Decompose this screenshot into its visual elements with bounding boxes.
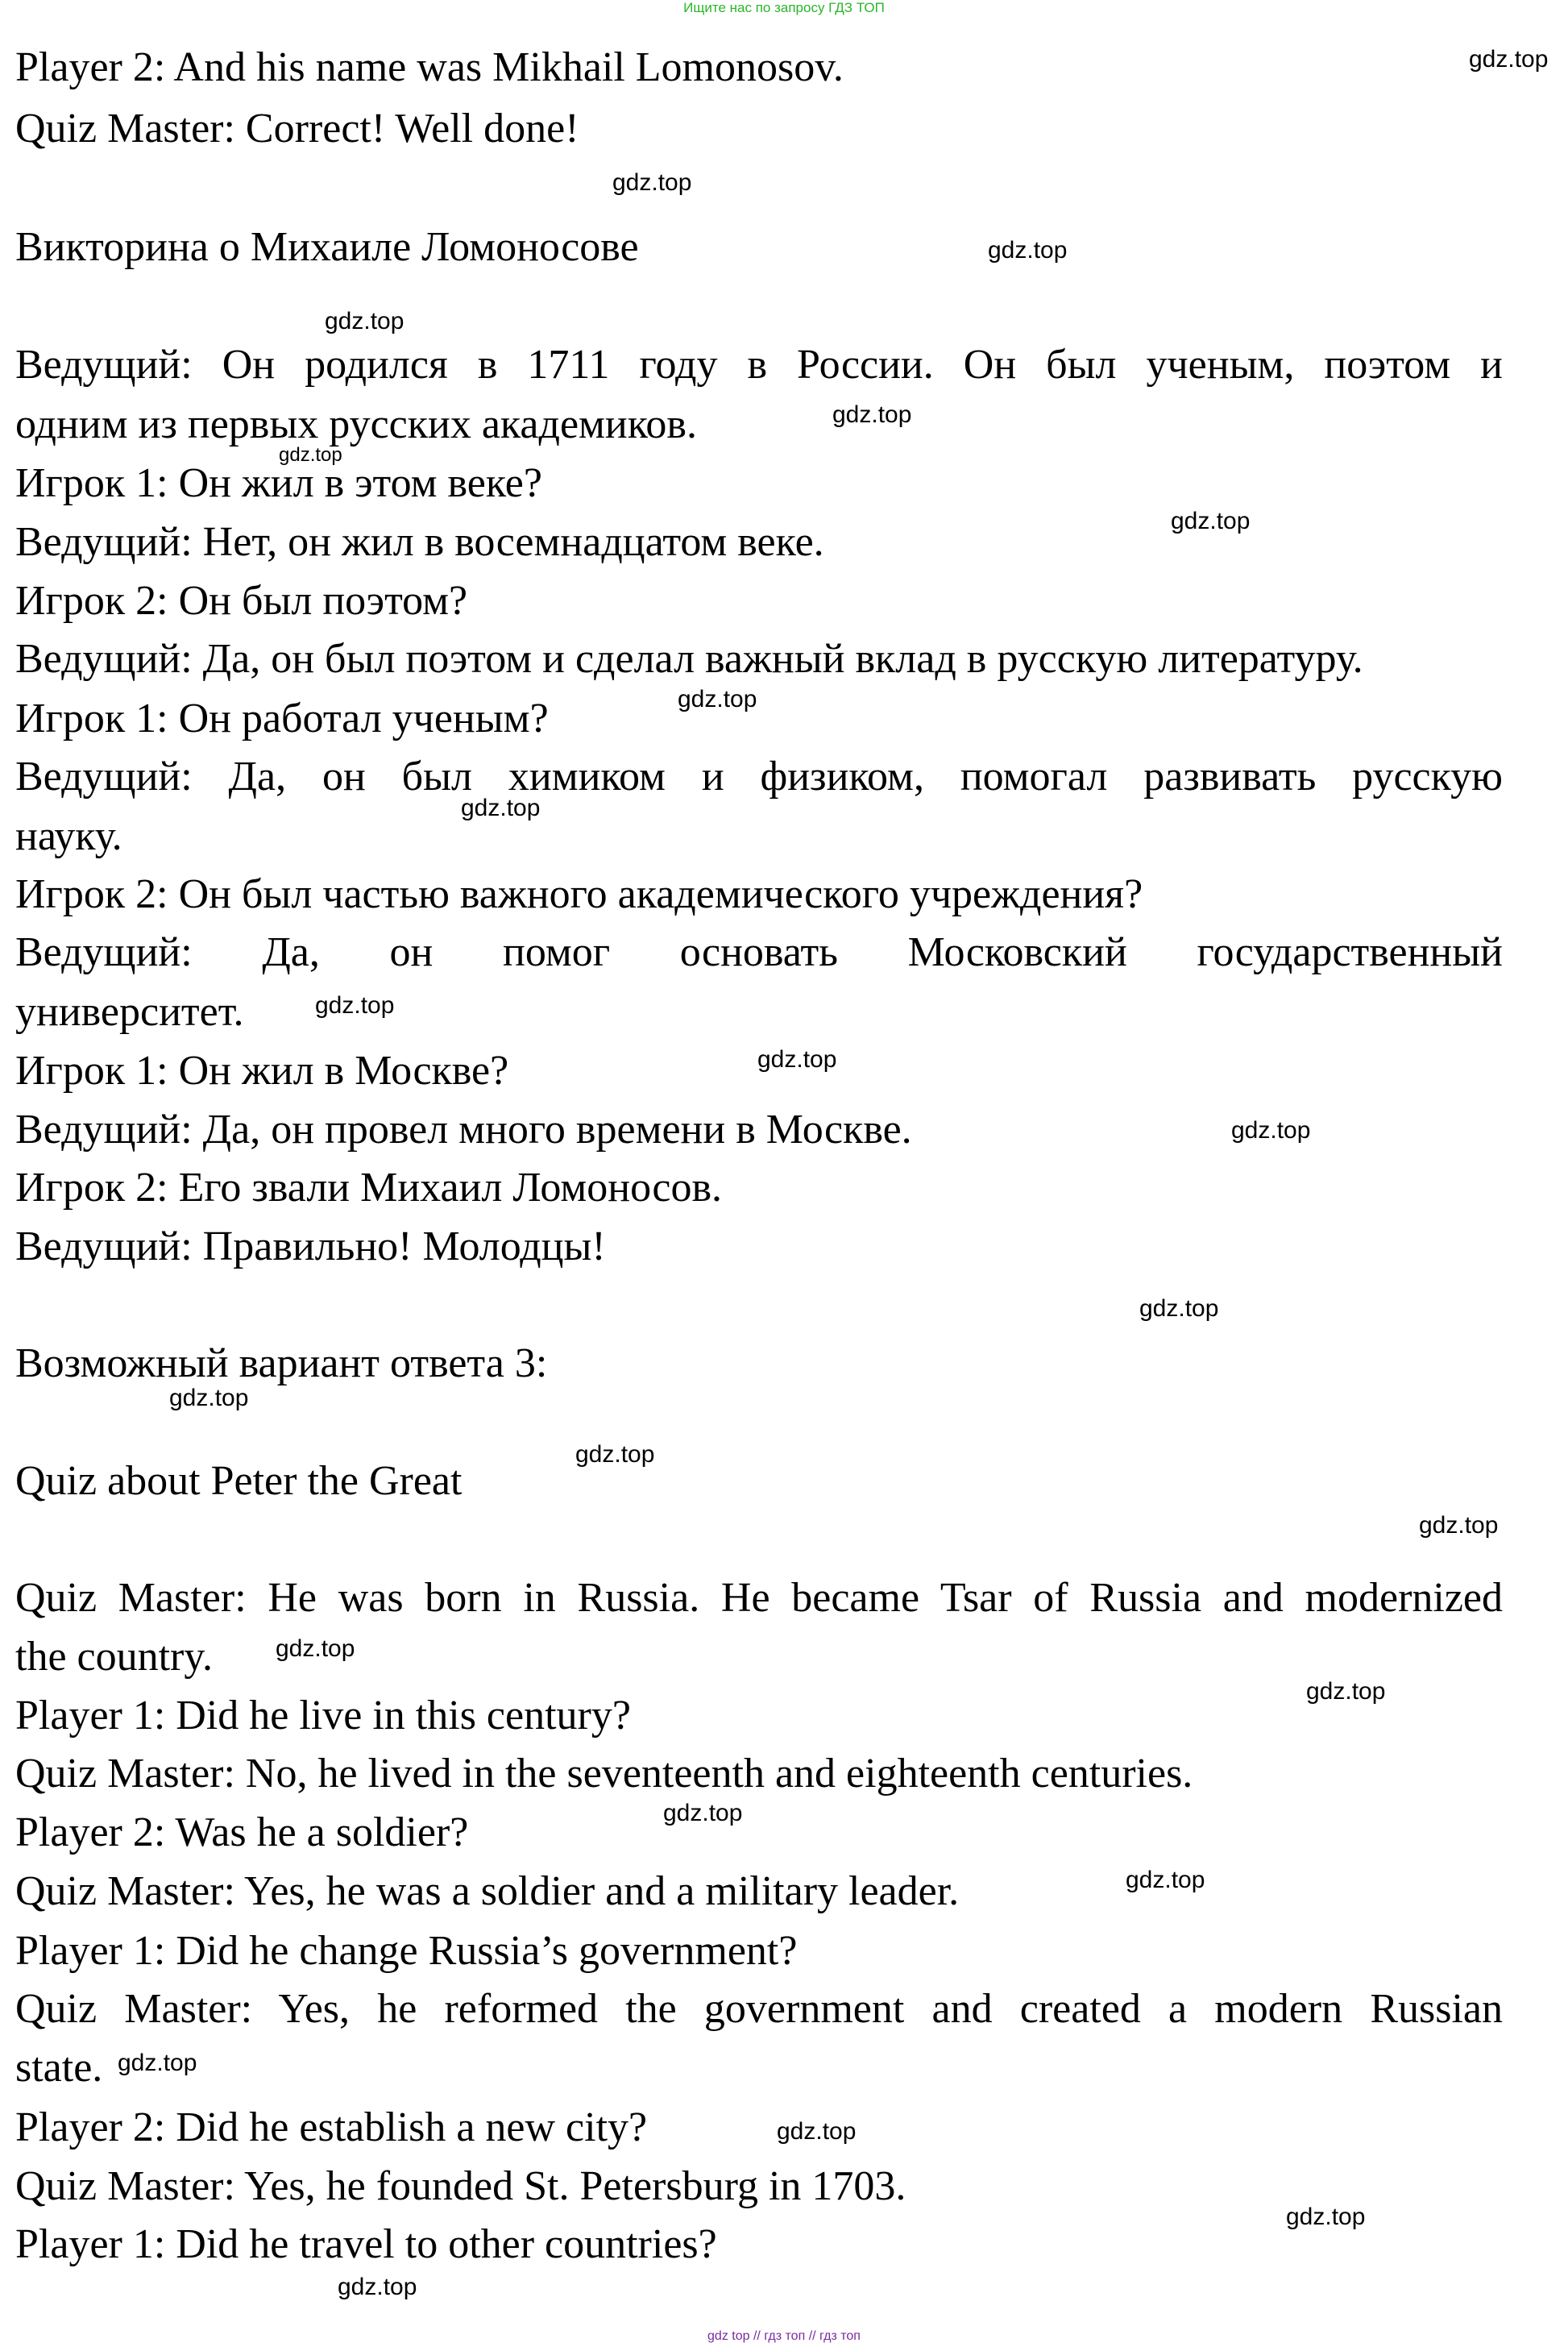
text-line: Ведущий: Да, он провел много времени в Москве. bbox=[15, 1107, 912, 1153]
header-note: Ищите нас по запросу ГДЗ ТОП bbox=[683, 0, 885, 15]
watermark: gdz.top bbox=[169, 1385, 249, 1411]
watermark: gdz.top bbox=[612, 169, 692, 196]
text-line: Player 1: Did he change Russia’s government? bbox=[15, 1928, 798, 1974]
watermark: gdz.top bbox=[988, 237, 1068, 264]
text-line: одним из первых русских академиков. bbox=[15, 401, 697, 447]
text-line: the country. bbox=[15, 1634, 213, 1680]
text-line: Ведущий: Он родился в 1711 году в России. Он был ученым, поэтом и bbox=[15, 342, 1503, 388]
watermark: gdz.top bbox=[1306, 1678, 1386, 1705]
text-line: Player 1: Did he live in this century? bbox=[15, 1693, 631, 1738]
text-line: науку. bbox=[15, 813, 122, 859]
watermark: gdz.top bbox=[777, 2118, 857, 2145]
text-line: Игрок 2: Он был поэтом? bbox=[15, 578, 468, 624]
watermark: gdz.top bbox=[663, 1800, 743, 1826]
text-line: Ведущий: Нет, он жил в восемнадцатом веке. bbox=[15, 519, 824, 565]
watermark: gdz.top bbox=[325, 308, 404, 334]
text-line: Игрок 1: Он жил в этом веке? bbox=[15, 460, 542, 506]
text-line: Player 2: Did he establish a new city? bbox=[15, 2104, 648, 2150]
text-line: Игрок 1: Он работал ученым? bbox=[15, 696, 549, 741]
section-heading: Quiz about Peter the Great bbox=[15, 1458, 463, 1504]
watermark: gdz.top bbox=[338, 2274, 417, 2300]
watermark: gdz.top bbox=[276, 1635, 355, 1662]
watermark: gdz.top bbox=[461, 795, 541, 821]
watermark: gdz.top bbox=[118, 2050, 197, 2076]
text-line: Ведущий: Правильно! Молодцы! bbox=[15, 1223, 606, 1269]
text-line: state. bbox=[15, 2045, 103, 2091]
watermark: gdz.top bbox=[575, 1441, 655, 1468]
text-line: Ведущий: Да, он помог основать Московский государственный bbox=[15, 929, 1503, 975]
text-line: Игрок 2: Он был частью важного академического учреждения? bbox=[15, 871, 1143, 917]
text-line: Quiz Master: Yes, he reformed the government and created a modern Russian bbox=[15, 1986, 1503, 2032]
watermark: gdz.top bbox=[315, 992, 395, 1019]
watermark: gdz.top bbox=[1126, 1867, 1205, 1893]
text-line: Player 2: And his name was Mikhail Lomonosov. bbox=[15, 44, 844, 90]
watermark: gdz.top bbox=[1171, 508, 1251, 534]
text-line: Quiz Master: He was born in Russia. He became Tsar of Russia and modernized bbox=[15, 1575, 1503, 1621]
watermark: gdz.top bbox=[757, 1046, 837, 1073]
text-line: Игрок 1: Он жил в Москве? bbox=[15, 1048, 509, 1094]
text-line: Quiz Master: Yes, he founded St. Petersburg in 1703. bbox=[15, 2163, 906, 2209]
text-line: Ведущий: Да, он был химиком и физиком, помогал развивать русскую bbox=[15, 754, 1503, 800]
section-heading: Викторина о Михаиле Ломоносове bbox=[15, 224, 639, 270]
watermark: gdz.top bbox=[678, 686, 757, 712]
watermark: gdz.top bbox=[279, 444, 342, 466]
watermark: gdz.top bbox=[1469, 46, 1549, 73]
watermark: gdz.top bbox=[1139, 1295, 1219, 1322]
text-line: университет. bbox=[15, 989, 244, 1035]
text-line: Player 2: Was he a soldier? bbox=[15, 1809, 469, 1855]
watermark: gdz.top bbox=[1286, 2204, 1366, 2230]
text-line: Игрок 2: Его звали Михаил Ломоносов. bbox=[15, 1165, 722, 1211]
text-line: Ведущий: Да, он был поэтом и сделал важный вклад в русскую литературу. bbox=[15, 636, 1363, 682]
footer-note: gdz top // гдз топ // гдз топ bbox=[707, 2329, 861, 2343]
watermark: gdz.top bbox=[1419, 1512, 1499, 1539]
watermark: gdz.top bbox=[1231, 1117, 1311, 1144]
text-line: Quiz Master: Yes, he was a soldier and a military leader. bbox=[15, 1868, 960, 1914]
text-line: Quiz Master: No, he lived in the seventeenth and eighteenth centuries. bbox=[15, 1751, 1193, 1797]
watermark: gdz.top bbox=[832, 401, 912, 428]
section-heading: Возможный вариант ответа 3: bbox=[15, 1340, 548, 1386]
text-line: Quiz Master: Correct! Well done! bbox=[15, 106, 579, 152]
text-line: Player 1: Did he travel to other countries? bbox=[15, 2221, 717, 2267]
